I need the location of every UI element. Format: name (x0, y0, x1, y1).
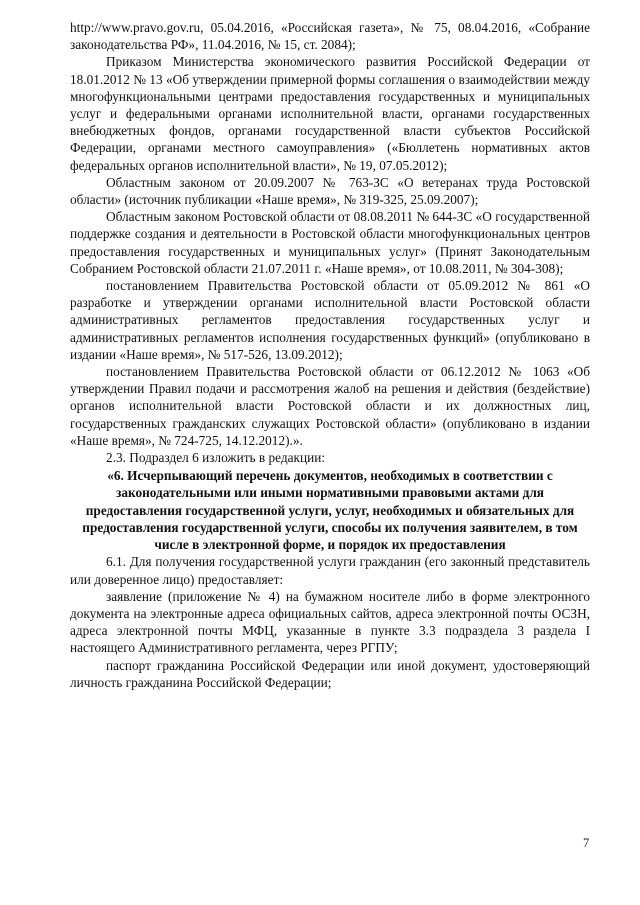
document-page (70, 19, 590, 691)
paragraph-resolution-861: постановлением Правительства Ростовской области от 05.09.2012 № 861 «О разработке и утверждении органами исполнительной власти Ростовской области административных регламентов предоставления государственных услуг и административных регламентов исполнения государственных функций» (опубликовано в издании «Наше время», № 517-526, 13.09.2012); (70, 278, 590, 362)
paragraph-publication-tail: http://www.pravo.gov.ru, 05.04.2016, «Российская газета», № 75, 08.04.2016, «Собрание законодательства РФ», 11.04.2016, № 15, ст. 2084); (70, 20, 590, 53)
paragraph-application: заявление (приложение № 4) на бумажном носителе либо в форме электронного документа на электронные адреса официальных сайтов, адреса электронной почты ОСЗН, адреса электронной почты МФЦ, указанные в пункте 3.3 подраздела 3 раздела I настоящего Административного регламента, через РГПУ; (70, 588, 590, 656)
page-number: 7 (583, 836, 590, 850)
paragraph-law-veterans: Областным законом от 20.09.2007 № 763-ЗС «О ветеранах труда Ростовской области» (источник публикации «Наше время», № 319-325, 25.09.2007); (70, 174, 590, 208)
paragraph-subsection-change: 2.3. Подраздел 6 изложить в редакции: (106, 450, 326, 466)
paragraph-order-minekonomrazvitiya: Приказом Министерства экономического развития Российской Федерации от 18.01.2012 № 13 «Об утверждении примерной формы соглашения о взаимодействии между многофункциональными центрами предоставления государственных и муниципальных услуг и федеральными органами исполнительной власти, органами государственных внебюджетных фондов, органами государственной власти субъектов Российской Федерации, органами местного самоуправления» («Бюллетень нормативных актов федеральных органов исполнительной власти», № 19, 07.05.2012); (70, 54, 590, 173)
paragraph-law-mfc-support: Областным законом Ростовской области от 08.08.2011 № 644-ЗС «О государственной поддержке создания и деятельности в Ростовской области многофункциональных центров предоставления государственных и муниципальных услуг» (Принят Законодательным Собранием Ростовской области 21.07.2011 г. «Наше время», от 10.08.2011, № 304-308); (70, 209, 590, 276)
paragraph-resolution-1063: постановлением Правительства Ростовской области от 06.12.2012 № 1063 «Об утверждении Правил подачи и рассмотрения жалоб на решения и действия (бездействие) органов исполнительной власти Ростовской области и их должностных лиц, государственных гражданских служащих Ростовской области» (опубликовано в издании «Наше время», № 724-725, 14.12.2012).». (70, 364, 590, 448)
section-heading: «6. Исчерпывающий перечень документов, необходимых в соответствии с законодательными или иными нормативными правовыми актами для предоставления государственной услуги, услуг, необходимых и обязательных для предоставления государственной услуги, способы их получения заявителем, в том числе в электронной форме, и порядок их предоставления (82, 468, 578, 553)
paragraph-passport: паспорт гражданина Российской Федерации или иной документ, удостоверяющий личность гражданина Российской Федерации; (70, 657, 590, 690)
paragraph-6-1: 6.1. Для получения государственной услуги гражданин (его законный представитель или доверенное лицо) предоставляет: (70, 554, 590, 587)
